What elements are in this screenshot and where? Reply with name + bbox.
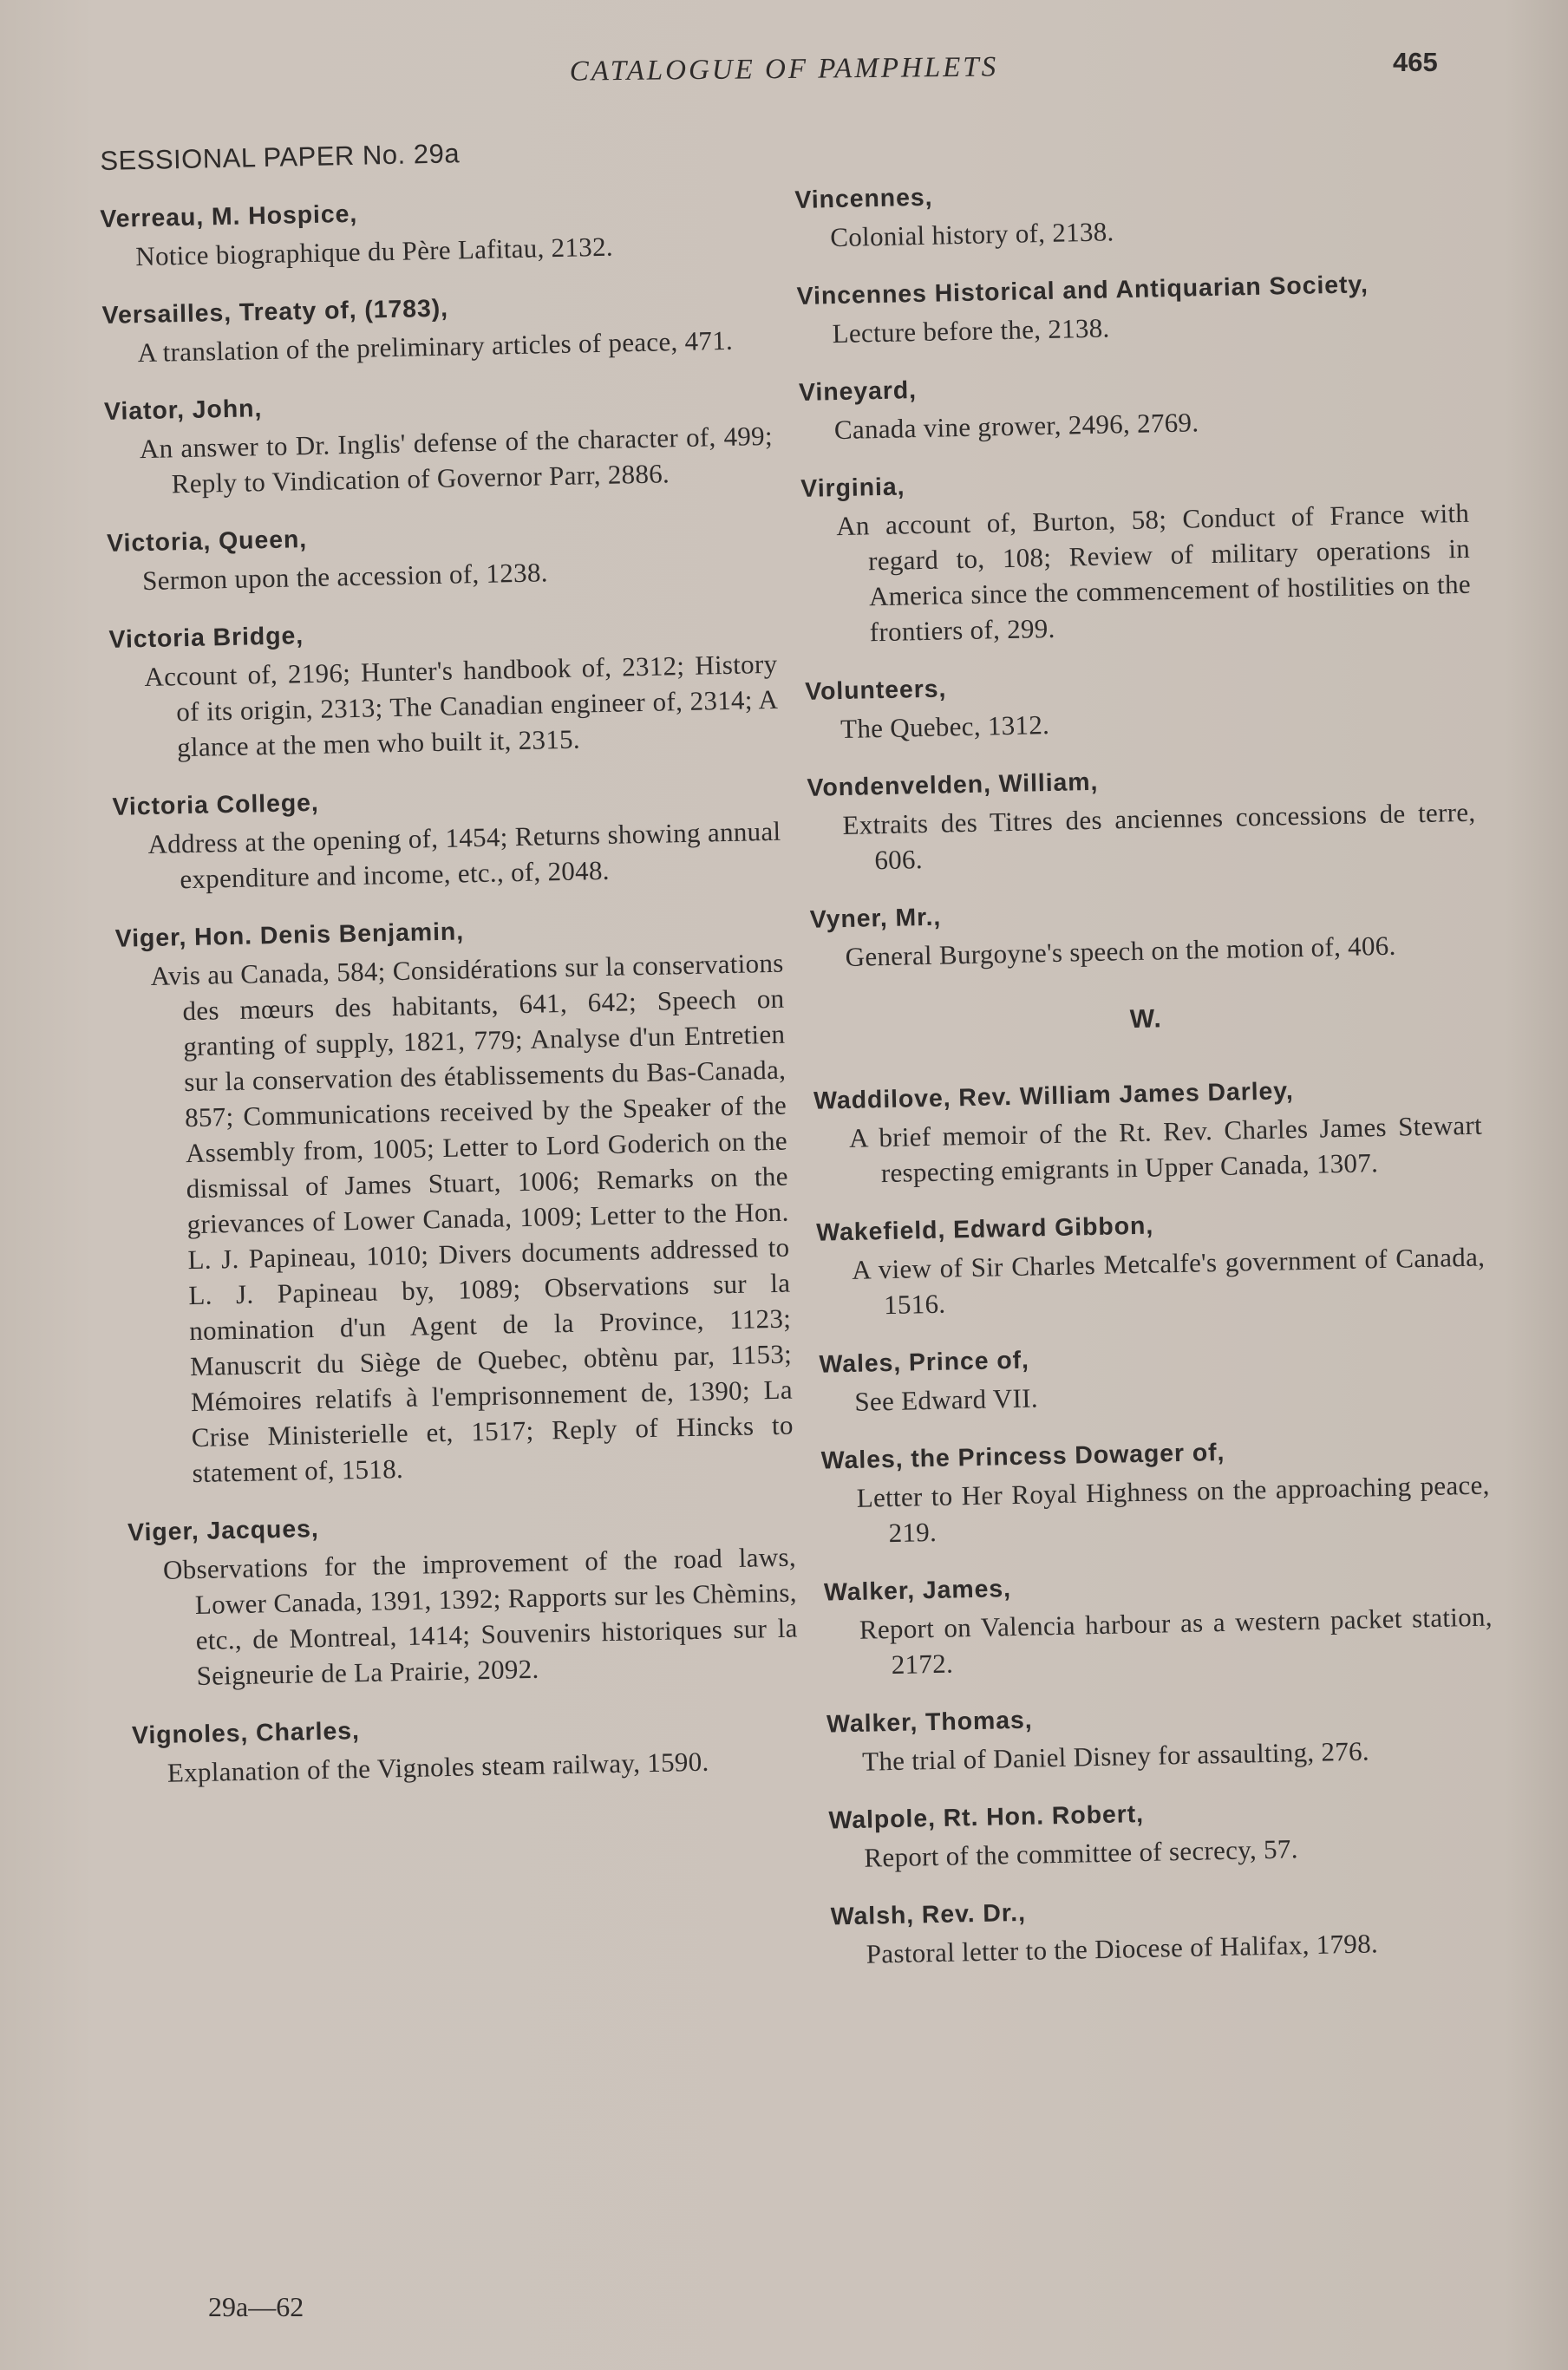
entry-body: Lecture before the, 2138. [832,312,1110,349]
entry-body: Canada vine grower, 2496, 2769. [833,407,1199,446]
entry-body: Account of, 2196; Hunter's handbook of, 2312; History of its origin, 2313; The Canadian engineer of, 2314; A glance at the men who built it, 2315. [144,648,779,763]
entry-heading: Walker, Thomas, [826,1706,1033,1739]
entry-heading: Vineyard, [798,376,918,407]
entry-heading: Walsh, Rev. Dr., [830,1898,1027,1931]
entry-heading: Vondenvelden, William, [807,767,1099,802]
entry-body: Explanation of the Vignoles steam railway, 1590. [167,1746,709,1788]
entry-body: Avis au Canada, 584; Considérations sur la conservations des mœurs des habitants, 641, 642; Speech on granting of supply, 1821, 779; Analyse d'un Entretien sur la conservation des établissements du Bas-Canada, 857; Communications received by the Speaker of the Assembly from, 1005; Letter to Lord Goderich on the dismissal of James Stuart, 1006; Remarks on the grievances of Lower Canada, 1009; Letter to the Hon. L. J. Papineau, 1010; Divers documents addressed to L. J. Papineau by, 1089; Observations sur la nomination d'un Agent de la Province, 1123; Manuscrit du Siège de Quebec, obtènu par, 1153; Mémoires relatifs à l'emprisonnement de, 1390; La Crise Ministerielle et, 1517; Reply of Hincks to statement of, 1518. [150,947,794,1489]
entry-heading: Vincennes Historical and Antiquarian Society, [796,271,1369,310]
left-column [100,189,801,1816]
right-column [794,170,1500,1997]
entry-heading: Victoria Bridge, [108,622,304,654]
index-entry [824,1563,1493,1684]
index-entry [112,777,781,898]
index-entry [819,1335,1488,1420]
index-entry [794,170,1464,256]
page-number: 465 [1393,47,1438,77]
entry-heading: Virginia, [800,473,905,503]
entry-heading: Viger, Jacques, [127,1515,319,1547]
index-entry [830,1886,1499,1972]
index-entry [809,890,1479,976]
index-entry [127,1503,799,1695]
index-entry [107,513,776,599]
entry-heading: Volunteers, [804,675,947,706]
running-head: CATALOGUE OF PAMPHLETS [569,51,999,88]
index-entry [828,1790,1498,1876]
entry-body: An answer to Dr. Inglis' defense of the character of, 499; Reply to Vindication of Governor Parr, 2886. [139,420,774,499]
entry-heading: Wales, the Princess Dowager of, [820,1438,1225,1475]
entry-body: The trial of Daniel Disney for assaulting, 276. [861,1735,1370,1777]
entry-body: Colonial history of, 2138. [829,216,1114,253]
entry-body: Sermon upon the accession of, 1238. [141,557,549,597]
index-entry [826,1694,1496,1779]
index-entry [805,662,1474,748]
index-entry [813,1071,1483,1192]
index-entry [100,189,769,275]
entry-heading: Wakefield, Edward Gibbon, [816,1211,1154,1247]
entry-heading: Viator, John, [103,395,263,426]
sessional-paper-label: SESSIONAL PAPER No. 29a [100,138,461,176]
page-footer-signature: 29a—62 [208,2291,304,2322]
entry-heading: Victoria, Queen, [106,526,308,558]
index-entry [816,1203,1486,1324]
entry-heading: Viger, Hon. Denis Benjamin, [114,917,465,953]
entry-heading: Vignoles, Charles, [131,1717,361,1750]
entry-body: Notice biographique du Père Lafitau, 2132. [134,231,614,272]
entry-body: Pastoral letter to the Diocese of Halifax, 1798. [866,1928,1379,1969]
index-entry [114,909,794,1492]
entry-heading: Vincennes, [794,183,933,214]
index-entry [132,1705,801,1791]
entry-body: Extraits des Titres des anciennes concessions de terre, 606. [842,796,1476,876]
section-letter-heading: W. [1129,1004,1163,1035]
index-entry [101,285,771,371]
index-entry [820,1431,1490,1552]
entry-heading: Walker, James, [823,1575,1012,1607]
entry-body: Letter to Her Royal Highness on the approaching peace, 219. [856,1469,1490,1549]
entry-heading: Waddilove, Rev. William James Darley, [813,1077,1295,1115]
index-entry [108,610,779,767]
entry-heading: Wales, Prince of, [819,1346,1030,1379]
index-entry [807,758,1476,879]
entry-body: Report of the committee of secrecy, 57. [864,1833,1299,1873]
entry-heading: Verreau, M. Hospice, [100,199,358,233]
entry-heading: Walpole, Rt. Hon. Robert, [828,1799,1145,1835]
entry-heading: Victoria College, [112,788,319,821]
entry-body: Observations for the improvement of the road laws, Lower Canada, 1391, 1392; Rapports sur les Chèmins, etc., de Montreal, 1414; Souvenirs historiques sur la Seigneurie de La Prairie, 2092. [162,1541,798,1692]
entry-body: General Burgoyne's speech on the motion of, 406. [845,930,1396,972]
entry-body: A brief memoir of the Rt. Rev. Charles James Stewart respecting emigrants in Upper Canada, 1307. [848,1109,1483,1189]
entry-body: Report on Valencia harbour as a western packet station, 2172. [859,1601,1493,1681]
entry-body: The Quebec, 1312. [840,708,1050,745]
entry-heading: Versailles, Treaty of, (1783), [101,294,449,330]
index-entry [104,382,774,503]
entry-body: A view of Sir Charles Metcalfe's government of Canada, 1516. [851,1241,1486,1321]
index-entry [799,362,1468,448]
entry-body: An account of, Burton, 58; Conduct of France with regard to, 108; Review of military operations in America since the commencement of hostilities on the frontiers of, 299. [835,497,1472,648]
entry-body: Address at the opening of, 1454; Returns showing annual expenditure and income, etc., of, 2048. [147,815,781,895]
entry-heading: Vyner, Mr., [809,903,942,934]
entry-body: A translation of the preliminary articles of peace, 471. [137,324,734,369]
index-entry [800,459,1472,651]
index-entry [796,266,1466,352]
entry-body: See Edward VII. [854,1382,1039,1417]
